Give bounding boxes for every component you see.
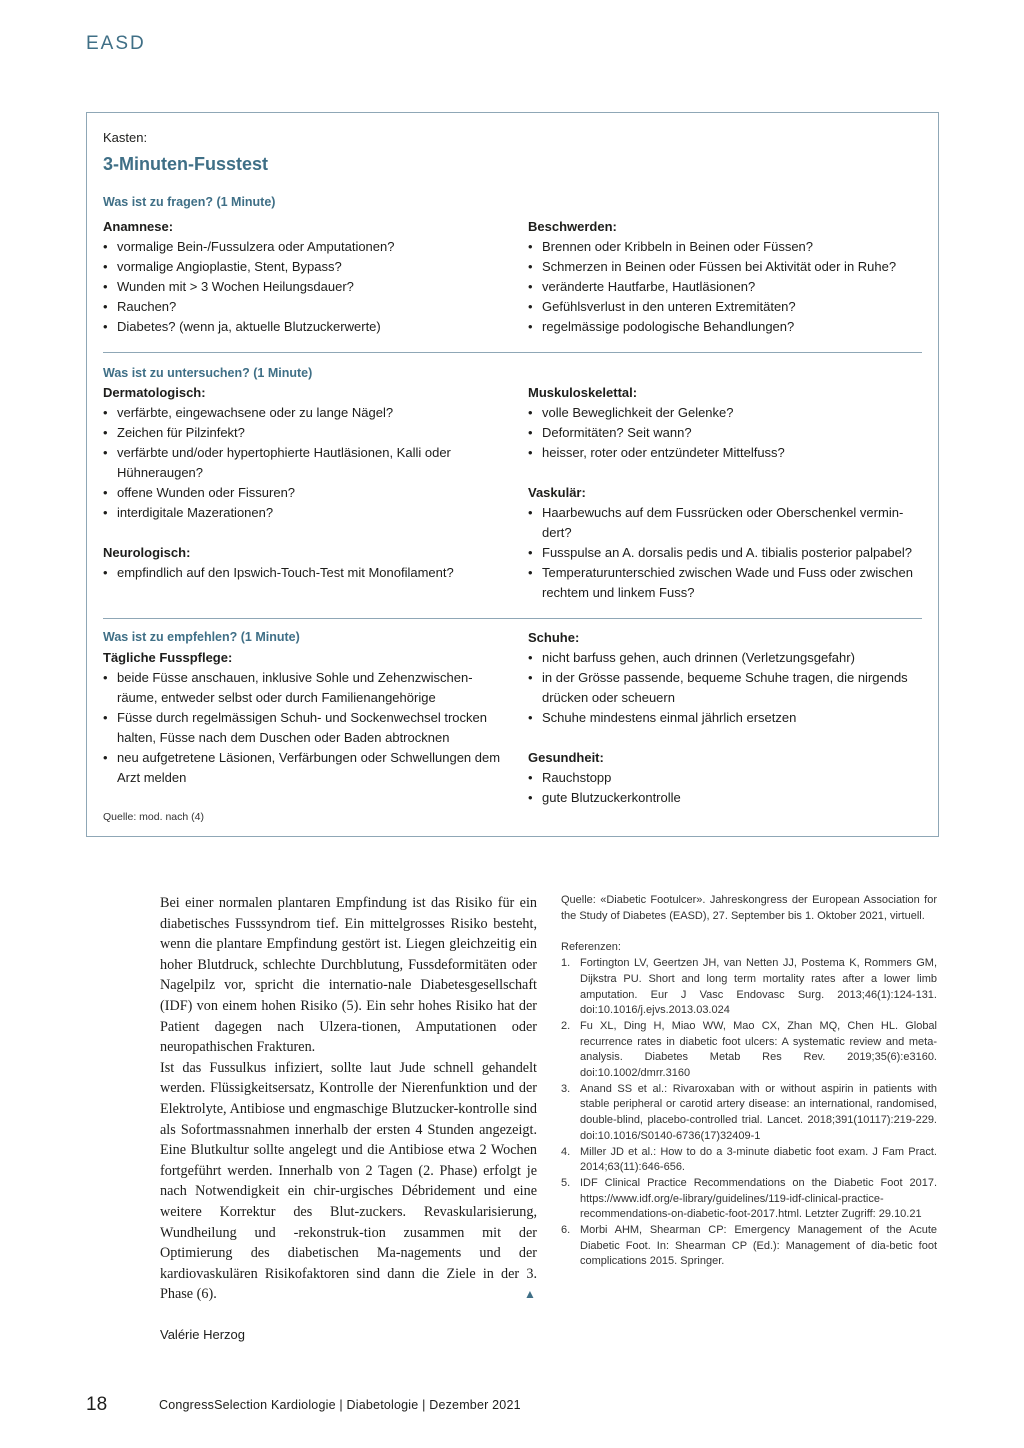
group-title: Schuhe: xyxy=(528,630,580,645)
reference-number: 3. xyxy=(561,1082,571,1095)
list-item: • Deformitäten? Seit wann? xyxy=(528,423,928,443)
section-divider xyxy=(103,352,922,353)
list-item: • beide Füsse anschauen, inklusive Sohle und Zehenzwischen-räume, entweder selbst oder durch Familienangehörige xyxy=(103,668,503,708)
list-item: • Rauchen? xyxy=(103,297,503,317)
group-title: Gesundheit: xyxy=(528,750,604,765)
list-item: • verfärbte, eingewachsene oder zu lange Nägel? xyxy=(103,403,503,423)
list-item: • volle Beweglichkeit der Gelenke? xyxy=(528,403,928,423)
reference-item xyxy=(561,1223,937,1270)
list-item: • Gefühlsverlust in den unteren Extremitäten? xyxy=(528,297,928,317)
reference-text: Anand SS et al.: Rivaroxaban with or without aspirin in patients with stable peripheral or carotid artery disease: an international, randomised, double-blind, placebo-controlled trial. Lancet. 2018;391(10117):219-229. doi:10.1016/S0140-6736(17)32409-1 xyxy=(580,1082,937,1142)
list-item: • Rauchstopp xyxy=(528,768,928,788)
list-item: • verfärbte und/oder hypertophierte Hautläsionen, Kalli oder Hühneraugen? xyxy=(103,443,503,483)
reference-text: Fortington LV, Geertzen JH, van Netten JJ, Postema K, Rommers GM, Dijkstra PU. Short and long term mortality rates after a lower limb amputation. Eur J Vasc Endovasc Surg. 2013;46(1):124-131. doi:10.1016/j.ejvs.2013.03.024 xyxy=(580,957,937,1017)
article-body xyxy=(160,893,537,1305)
column-recommend-right xyxy=(528,628,928,808)
section-heading-examine: Was ist zu untersuchen? (1 Minute) xyxy=(103,366,313,380)
references-title: Referenzen: xyxy=(561,941,621,954)
reference-text: Morbi AHM, Shearman CP: Emergency Management of the Acute Diabetic Foot. In: Shearman CP (Ed.): Management of dia-betic foot complications 2015. Springer. xyxy=(580,1224,937,1268)
group-title: Neurologisch: xyxy=(103,545,191,560)
bullet-list xyxy=(103,563,503,583)
reference-text: IDF Clinical Practice Recommendations on the Diabetic Foot 2017. https://www.idf.org/e-library/guidelines/119-idf-clinical-practice-recommendations-on-diabetic-foot-2017.html. Letzter Zugriff: 29.10.21 xyxy=(580,1176,937,1221)
group-title: Dermatologisch: xyxy=(103,385,206,400)
congress-source: Quelle: «Diabetic Footulcer». Jahreskongress der European Association for the Study of Diabetes (EASD), 27. September bis 1. Oktober 2021, virtuell. xyxy=(561,894,937,922)
reference-item xyxy=(561,1145,937,1176)
reference-text: Miller JD et al.: How to do a 3-minute diabetic foot exam. J Fam Pract. 2014;63(11):646-656. xyxy=(580,1145,937,1174)
reference-number: 2. xyxy=(561,1019,571,1032)
reference-number: 4. xyxy=(561,1145,571,1158)
box-kicker: Kasten: xyxy=(103,130,148,145)
reference-item xyxy=(561,1019,937,1082)
info-box xyxy=(86,112,939,837)
list-item: • Schuhe mindestens einmal jährlich ersetzen xyxy=(528,708,928,728)
column-examine-left xyxy=(103,383,503,583)
group-title: Muskuloskelettal: xyxy=(528,385,638,400)
list-item: • in der Grösse passende, bequeme Schuhe tragen, die nirgends drücken oder scheuern xyxy=(528,668,928,708)
author-name: Valérie Herzog xyxy=(160,1327,246,1342)
section-heading-ask: Was ist zu fragen? (1 Minute) xyxy=(103,195,276,209)
list-item: • Temperaturunterschied zwischen Wade und Fuss oder zwischen rechtem und linkem Fuss? xyxy=(528,563,928,603)
reference-number: 6. xyxy=(561,1224,571,1237)
bullet-list xyxy=(528,403,928,463)
reference-text: Fu XL, Ding H, Miao WW, Mao CX, Zhan MQ, Chen HL. Global recurrence rates in diabetic foot ulcers: A systematic review and meta-analysis. Diabetes Metab Res Rev. 2019;35(6):e3160. doi:10.1002/dmrr.3160 xyxy=(580,1019,937,1080)
section-heading-recommend: Was ist zu empfehlen? (1 Minute) xyxy=(103,630,300,644)
list-item: • Füsse durch regelmässigen Schuh- und Sockenwechsel trocken halten, Füsse nach dem Duschen oder Baden abtrocknen xyxy=(103,708,503,748)
column-beschwerden xyxy=(528,217,928,337)
bullet-list xyxy=(103,668,503,788)
list-item: • empfindlich auf den Ipswich-Touch-Test mit Monofilament? xyxy=(103,563,503,583)
list-item: • heisser, roter oder entzündeter Mittelfuss? xyxy=(528,443,928,463)
list-item: • interdigitale Mazerationen? xyxy=(103,503,503,523)
list-item: • Fusspulse an A. dorsalis pedis und A. tibialis posterior palpabel? xyxy=(528,543,928,563)
box-title: 3-Minuten-Fusstest xyxy=(103,154,269,174)
list-item: • Brennen oder Kribbeln in Beinen oder Füssen? xyxy=(528,237,928,257)
list-item: • gute Blutzuckerkontrolle xyxy=(528,788,928,808)
reference-number: 1. xyxy=(561,957,571,970)
column-anamnese xyxy=(103,217,503,337)
group-title: Vaskulär: xyxy=(528,485,586,500)
column-examine-right xyxy=(528,383,928,603)
box-source: Quelle: mod. nach (4) xyxy=(103,811,204,823)
footer-publication: CongressSelection Kardiologie | Diabetologie | Dezember 2021 xyxy=(159,1398,521,1412)
list-item: • Haarbewuchs auf dem Fussrücken oder Oberschenkel vermin-dert? xyxy=(528,503,928,543)
reference-item xyxy=(561,956,937,1019)
list-item: • vormalige Bein-/Fussulzera oder Amputationen? xyxy=(103,237,503,257)
article-paragraph: Ist das Fussulkus infiziert, sollte laut Jude schnell gehandelt werden. Flüssigkeitsersatz, Kontrolle der Nierenfunktion und der Elektrolyte, Antibiose und engmaschige Blutzucker-kontrolle sind als Sofortmassnahmen innerhalb der ersten 4 Stunden angezeigt. Eine Blutkultur sollte angelegt und die Antibiose etwa 2 Wochen fortgeführt werden. Innerhalb von 2 Tagen (2. Phase) erfolgt je nach Notwendigkeit ein chir-urgisches Débridement und eine weitere Korrektur des Blut-zuckers. Revaskularisierung, Wundheilung und -rekonstruk-tion zusammen mit der Optimierung des diabetischen Ma-nagements und der kardiovaskulären Risikofaktoren sind dann die Ziele in der 3. Phase (6). xyxy=(160,1059,537,1303)
reference-item xyxy=(561,1176,937,1223)
column-recommend-left xyxy=(103,648,503,788)
bullet-list xyxy=(103,237,503,337)
bullet-list xyxy=(528,503,928,603)
section-tag: EASD xyxy=(86,33,146,54)
reference-list xyxy=(561,956,937,1270)
group-title: Tägliche Fusspflege: xyxy=(103,650,233,665)
list-item: • vormalige Angioplastie, Stent, Bypass? xyxy=(103,257,503,277)
group-title: Beschwerden: xyxy=(528,219,617,234)
bullet-list xyxy=(528,768,928,808)
end-mark-icon: ▲ xyxy=(524,1287,536,1301)
list-item: • Wunden mit > 3 Wochen Heilungsdauer? xyxy=(103,277,503,297)
bullet-list xyxy=(528,237,928,337)
article-paragraph: Bei einer normalen plantaren Empfindung ist das Risiko für ein diabetisches Fusssyndrom tief. Ein mittelgrosses Risiko besteht, wenn die plantare Empfindung gestört ist. Liegen gleichzeitig ein hoher Blutdruck, schlechte Durchblutung, Fussdeformitäten oder Nagelpilz vor, spricht die internatio-nale Diabetesgesellschaft (IDF) von einem hohen Risiko (5). Ein sehr hohes Risiko hat der Patient dagegen nach Ulzera-tionen, Amputationen oder neuropathischen Frakturen. xyxy=(160,895,537,1056)
list-item: • veränderte Hautfarbe, Hautläsionen? xyxy=(528,277,928,297)
list-item: • nicht barfuss gehen, auch drinnen (Verletzungsgefahr) xyxy=(528,648,928,668)
references xyxy=(561,893,937,1270)
list-item: • regelmässige podologische Behandlungen? xyxy=(528,317,928,337)
list-item: • Diabetes? (wenn ja, aktuelle Blutzuckerwerte) xyxy=(103,317,503,337)
list-item: • neu aufgetretene Läsionen, Verfärbungen oder Schwellungen dem Arzt melden xyxy=(103,748,503,788)
section-divider xyxy=(103,618,922,619)
bullet-list xyxy=(103,403,503,523)
page-number: 18 xyxy=(86,1394,108,1415)
reference-number: 5. xyxy=(561,1176,571,1189)
group-title: Anamnese: xyxy=(103,219,174,234)
reference-item xyxy=(561,1082,937,1145)
list-item: • Schmerzen in Beinen oder Füssen bei Aktivität oder in Ruhe? xyxy=(528,257,928,277)
list-item: • offene Wunden oder Fissuren? xyxy=(103,483,503,503)
bullet-list xyxy=(528,648,928,728)
list-item: • Zeichen für Pilzinfekt? xyxy=(103,423,503,443)
